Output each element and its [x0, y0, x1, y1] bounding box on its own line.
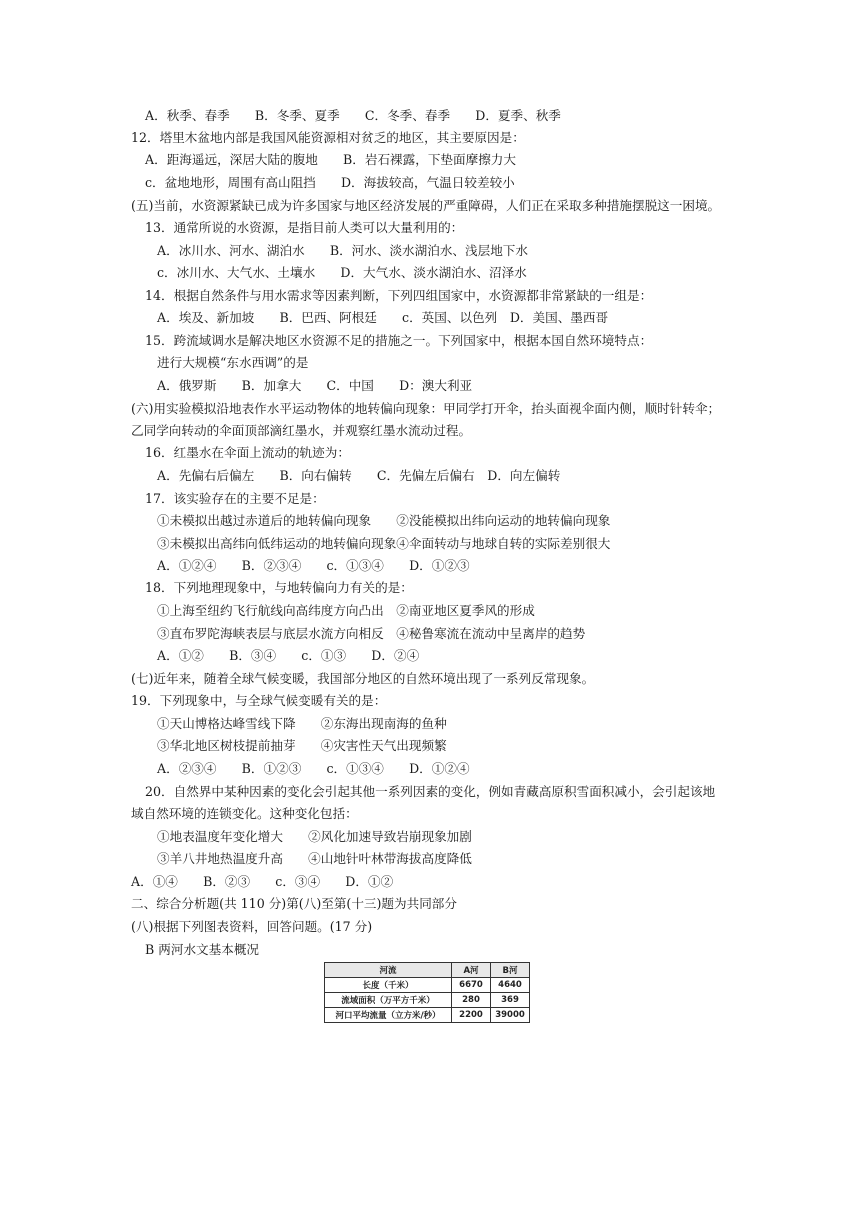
q19-options: A．②③④ B．①②③ c．①③④ D．①②④: [157, 761, 470, 776]
q17-item-34: ③未模拟出高纬向低纬运动的地转偏向现象④伞面转动与地球自转的实际差别很大: [157, 536, 611, 551]
section-6-intro: (六)用实验模拟沿地表作水平运动物体的地转偏向现象：甲同学打开伞，抬头面视伞面内侧，顺时针转伞；: [131, 401, 721, 416]
q18-options: A．①② B．③④ c．①③ D．②④: [157, 648, 420, 663]
q15-stem-cont: 进行大规模“东水西调”的是: [157, 355, 309, 370]
cell-b-discharge: 39000: [491, 1008, 530, 1023]
q17-stem: 17．该实验存在的主要不足是：: [145, 491, 325, 506]
q13-options-ab: A．冰川水、河水、湖泊水 B．河水、淡水湖泊水、浅层地下水: [157, 243, 528, 258]
q12-options-ab: A．距海遥远，深居大陆的腹地 B．岩石裸露，下垫面摩擦力大: [145, 152, 516, 167]
section-6-intro-cont: 乙同学向转动的伞面顶部滴红墨水，并观察红墨水流动过程。: [131, 423, 472, 438]
row-label-length: 长度（千米）: [325, 978, 452, 993]
section-5-intro: (五)当前，水资源紧缺已成为许多国家与地区经济发展的严重障碍，人们正在采取多种措施摆脱这一困境。: [131, 198, 721, 213]
q20-options: A．①④ B．②③ c．③④ D．①②: [131, 874, 394, 889]
part-2-heading: 二、综合分析题(共 110 分)第(八)至第(十三)题为共同部分: [131, 896, 457, 911]
hydrology-table: [324, 962, 530, 1023]
table-row: [325, 993, 530, 1008]
header-river-b: B河: [491, 963, 530, 978]
q14-options: A．埃及、新加坡 B．巴西、阿根廷 c．英国、以色列 D．美国、墨西哥: [157, 310, 609, 325]
q14-stem: 14．根据自然条件与用水需求等因素判断，下列四组国家中，水资源都非常紧缺的一组是：: [145, 288, 653, 303]
q20-item-12: ①地表温度年变化增大 ②风化加速导致岩崩现象加剧: [157, 829, 472, 844]
q15-stem: 15．跨流域调水是解决地区水资源不足的措施之一。下列国家中，根据本国自然环境特点：: [145, 333, 653, 348]
cell-a-length: 6670: [452, 978, 491, 993]
q17-item-12: ①未模拟出越过赤道后的地转偏向现象 ②没能模拟出纬向运动的地转偏向现象: [157, 513, 611, 528]
table-header-row: [325, 963, 530, 978]
header-river: 河流: [325, 963, 452, 978]
cell-a-discharge: 2200: [452, 1008, 491, 1023]
cell-b-length: 4640: [491, 978, 530, 993]
q19-stem: 19．下列现象中，与全球气候变暖有关的是：: [131, 693, 387, 708]
table-caption: B 两河水文基本概况: [145, 942, 260, 957]
q20-item-34: ③羊八井地热温度升高 ④山地针叶林带海拔高度降低: [157, 851, 472, 866]
header-river-a: A河: [452, 963, 491, 978]
table-row: [325, 978, 530, 993]
row-label-discharge: 河口平均流量（立方米/秒）: [325, 1008, 452, 1023]
q15-options: A．俄罗斯 B．加拿大 C．中国 D：澳大利亚: [157, 378, 473, 393]
q13-stem: 13．通常所说的水资源，是指目前人类可以大量利用的：: [145, 220, 464, 235]
q13-options-cd: c．冰川水、大气水、土壤水 D．大气水、淡水湖泊水、沼泽水: [157, 265, 527, 280]
q16-options: A．先偏右后偏左 B．向右偏转 C．先偏左后偏右 D．向左偏转: [157, 468, 561, 483]
q17-options: A．①②④ B．②③④ c．①③④ D．①②③: [157, 558, 470, 573]
cell-b-basin-area: 369: [491, 993, 530, 1008]
cell-a-basin-area: 280: [452, 993, 491, 1008]
q20-stem-cont: 域自然环境的连锁变化。这种变化包括：: [131, 806, 358, 821]
q11-options: A．秋季、春季 B．冬季、夏季 C．冬季、春季 D．夏季、秋季: [145, 108, 561, 123]
q12-options-cd: c．盆地地形，周围有高山阻挡 D．海拔较高，气温日较差较小: [145, 175, 515, 190]
q12-stem: 12．塔里木盆地内部是我国风能资源相对贫乏的地区，其主要原因是：: [131, 130, 525, 145]
table-row: [325, 1008, 530, 1023]
q20-stem: 20．自然界中某种因素的变化会引起其他一系列因素的变化，例如青藏高原积雪面积减小，会引起该地: [145, 784, 716, 799]
q16-stem: 16．红墨水在伞面上流动的轨迹为：: [145, 445, 350, 460]
q19-item-34: ③华北地区树枝提前抽芽 ④灾害性天气出现频繁: [157, 738, 447, 753]
row-label-basin-area: 流域面积（万平方千米）: [325, 993, 452, 1008]
q18-item-12: ①上海至纽约飞行航线向高纬度方向凸出 ②南亚地区夏季风的形成: [157, 603, 535, 618]
q19-item-12: ①天山博格达峰雪线下降 ②东海出现南海的鱼种: [157, 716, 447, 731]
section-7-intro: (七)近年来，随着全球气候变暖，我国部分地区的自然环境出现了一系列反常现象。: [131, 671, 595, 686]
q18-item-34: ③直布罗陀海峡表层与底层水流方向相反 ④秘鲁寒流在流动中呈离岸的趋势: [157, 626, 586, 641]
q18-stem: 18．下列地理现象中，与地转偏向力有关的是：: [145, 580, 413, 595]
section-8-intro: (八)根据下列图表资料，回答问题。(17 分): [131, 919, 373, 934]
